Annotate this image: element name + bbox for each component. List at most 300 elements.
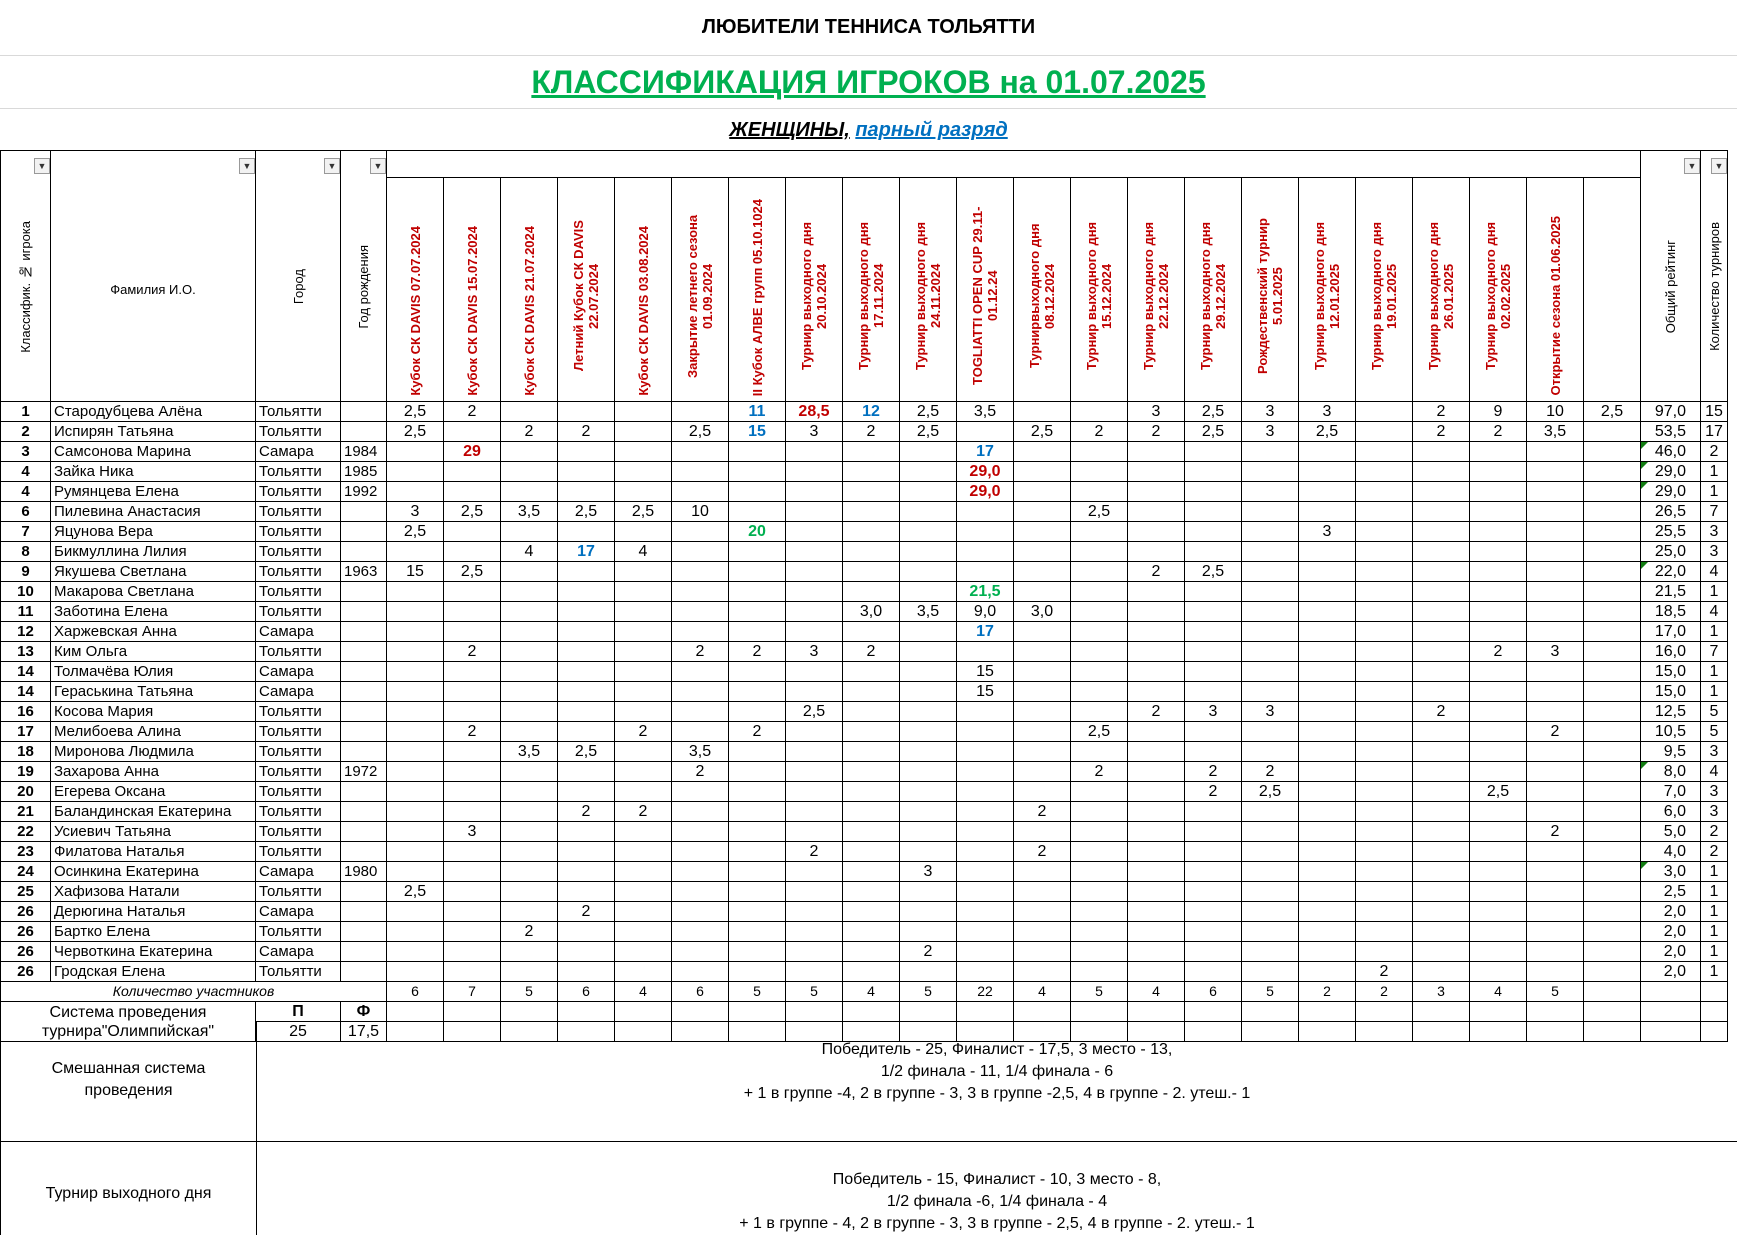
player-count: 3 bbox=[1701, 782, 1728, 802]
score-cell bbox=[558, 662, 615, 682]
player-birth-year bbox=[341, 582, 387, 602]
score-cell bbox=[387, 822, 444, 842]
score-cell bbox=[1470, 902, 1527, 922]
player-row bbox=[1, 662, 1728, 682]
score-cell bbox=[1299, 542, 1356, 562]
score-cell bbox=[1413, 542, 1470, 562]
player-rank: 22 bbox=[1, 822, 51, 842]
score-cell bbox=[1299, 582, 1356, 602]
score-cell: 2,5 bbox=[1242, 782, 1299, 802]
score-cell: 29,0 bbox=[957, 462, 1014, 482]
event-header-label: Летний Кубок СК DAVIS 22.07.2024 bbox=[571, 220, 601, 372]
score-cell bbox=[1299, 642, 1356, 662]
score-cell bbox=[1014, 562, 1071, 582]
score-cell bbox=[387, 802, 444, 822]
score-cell bbox=[786, 882, 843, 902]
score-cell bbox=[1071, 842, 1128, 862]
score-cell bbox=[786, 542, 843, 562]
score-cell: 3 bbox=[900, 862, 957, 882]
player-rank: 10 bbox=[1, 582, 51, 602]
player-birth-year: 1963 bbox=[341, 562, 387, 582]
score-cell: 3 bbox=[387, 502, 444, 522]
score-cell bbox=[615, 562, 672, 582]
player-total: 2,0 bbox=[1641, 902, 1701, 922]
score-cell bbox=[786, 682, 843, 702]
score-cell bbox=[672, 402, 729, 422]
score-cell bbox=[957, 422, 1014, 442]
event-header bbox=[1356, 178, 1413, 402]
score-cell bbox=[1413, 482, 1470, 502]
score-cell bbox=[1128, 522, 1185, 542]
score-cell bbox=[843, 762, 900, 782]
score-cell bbox=[1527, 902, 1584, 922]
score-cell bbox=[1356, 542, 1413, 562]
score-cell: 2 bbox=[1071, 422, 1128, 442]
score-cell bbox=[1470, 702, 1527, 722]
score-cell bbox=[1014, 822, 1071, 842]
score-cell bbox=[387, 642, 444, 662]
weekend-system-rules bbox=[257, 1169, 1737, 1235]
score-cell bbox=[672, 582, 729, 602]
player-row bbox=[1, 822, 1728, 842]
score-cell bbox=[900, 702, 957, 722]
score-cell bbox=[957, 842, 1014, 862]
score-cell bbox=[501, 662, 558, 682]
score-cell bbox=[501, 442, 558, 462]
score-cell bbox=[1071, 902, 1128, 922]
score-cell bbox=[558, 922, 615, 942]
score-cell bbox=[1128, 442, 1185, 462]
score-cell bbox=[672, 462, 729, 482]
score-cell bbox=[672, 562, 729, 582]
score-cell: 3 bbox=[1242, 702, 1299, 722]
score-cell: 3 bbox=[786, 422, 843, 442]
player-birth-year bbox=[341, 742, 387, 762]
player-total: 2,0 bbox=[1641, 942, 1701, 962]
score-cell: 3,5 bbox=[900, 602, 957, 622]
score-cell bbox=[1185, 442, 1242, 462]
score-cell bbox=[1356, 662, 1413, 682]
score-cell bbox=[615, 702, 672, 722]
player-city: Самара bbox=[256, 862, 341, 882]
player-name: Пилевина Анастасия bbox=[51, 502, 256, 522]
participants-label: Количество участников bbox=[1, 982, 387, 1002]
player-count: 1 bbox=[1701, 482, 1728, 502]
event-header bbox=[1242, 178, 1299, 402]
player-birth-year bbox=[341, 882, 387, 902]
header-name-label: Фамилия И.О. bbox=[110, 281, 196, 297]
score-cell bbox=[843, 662, 900, 682]
filter-cell-city bbox=[256, 151, 341, 178]
score-cell bbox=[1584, 602, 1641, 622]
score-cell bbox=[843, 482, 900, 502]
score-cell bbox=[786, 662, 843, 682]
score-cell bbox=[1185, 622, 1242, 642]
empty-cell bbox=[1701, 1002, 1728, 1022]
score-cell bbox=[444, 702, 501, 722]
score-cell bbox=[1242, 522, 1299, 542]
mixed-system-label: Смешанная система проведения bbox=[51, 1060, 206, 1099]
score-cell bbox=[1470, 862, 1527, 882]
event-header-label: Турнир выходного дня 24.11.2024 bbox=[913, 221, 943, 371]
score-cell bbox=[1185, 902, 1242, 922]
filter-cell-birth bbox=[341, 151, 387, 178]
score-cell bbox=[1014, 402, 1071, 422]
score-cell bbox=[1584, 842, 1641, 862]
player-count: 1 bbox=[1701, 582, 1728, 602]
player-name: Захарова Анна bbox=[51, 762, 256, 782]
score-cell bbox=[444, 422, 501, 442]
score-cell bbox=[1413, 922, 1470, 942]
header-name bbox=[51, 178, 256, 402]
event-header-label: Кубок СК DAVIS 21.07.2024 bbox=[521, 226, 537, 396]
score-cell bbox=[1356, 502, 1413, 522]
event-header bbox=[1299, 178, 1356, 402]
score-cell: 2,5 bbox=[1185, 422, 1242, 442]
header-rank bbox=[1, 178, 51, 402]
score-cell bbox=[900, 842, 957, 862]
filter-cell-total bbox=[1641, 151, 1701, 178]
player-count: 2 bbox=[1701, 442, 1728, 462]
score-cell: 2,5 bbox=[387, 522, 444, 542]
event-header bbox=[501, 178, 558, 402]
score-cell: 2,5 bbox=[1185, 562, 1242, 582]
player-total: 3,0 bbox=[1641, 862, 1701, 882]
weekend-rule-line: 1/2 финала -6, 1/4 финала - 4 bbox=[886, 1193, 1108, 1210]
score-cell bbox=[729, 742, 786, 762]
score-cell bbox=[1584, 482, 1641, 502]
player-name: Толмачёва Юлия bbox=[51, 662, 256, 682]
score-cell bbox=[1356, 942, 1413, 962]
player-row bbox=[1, 562, 1728, 582]
score-cell bbox=[1470, 462, 1527, 482]
participants-count: 4 bbox=[1128, 982, 1185, 1002]
event-header-label: TOGLIATTI OPEN CUP 29.11-01.12.24 bbox=[970, 206, 1000, 386]
player-count: 1 bbox=[1701, 882, 1728, 902]
score-cell bbox=[1014, 922, 1071, 942]
org-heading: ЛЮБИТЕЛИ ТЕННИСА ТОЛЬЯТТИ bbox=[701, 16, 1036, 38]
score-cell: 2 bbox=[615, 722, 672, 742]
score-cell bbox=[1185, 942, 1242, 962]
score-cell bbox=[615, 942, 672, 962]
participants-count: 22 bbox=[957, 982, 1014, 1002]
score-cell bbox=[501, 682, 558, 702]
birth-filter-button[interactable]: ▼ bbox=[370, 158, 386, 174]
olympic-p-value: 25 bbox=[256, 1022, 341, 1042]
event-header bbox=[1527, 178, 1584, 402]
player-city: Самара bbox=[256, 682, 341, 702]
score-cell bbox=[1470, 742, 1527, 762]
rank-filter-button[interactable]: ▼ bbox=[34, 158, 50, 174]
score-cell bbox=[1014, 962, 1071, 982]
player-city: Тольятти bbox=[256, 822, 341, 842]
empty-cell bbox=[615, 1002, 672, 1022]
score-cell bbox=[672, 542, 729, 562]
score-cell bbox=[1299, 842, 1356, 862]
score-cell bbox=[1413, 602, 1470, 622]
score-cell bbox=[615, 442, 672, 462]
event-header-label: Рождественский турнир 5.01.2025 bbox=[1255, 218, 1285, 374]
player-total: 29,0 bbox=[1641, 462, 1701, 482]
score-cell: 2 bbox=[501, 422, 558, 442]
player-rank: 26 bbox=[1, 962, 51, 982]
player-name: Испирян Татьяна bbox=[51, 422, 256, 442]
score-cell bbox=[1071, 782, 1128, 802]
score-cell bbox=[900, 782, 957, 802]
score-cell bbox=[1356, 922, 1413, 942]
player-row bbox=[1, 582, 1728, 602]
player-total: 25,0 bbox=[1641, 542, 1701, 562]
event-header-label: Турнир выходного дня 02.02.2025 bbox=[1483, 221, 1513, 371]
score-cell bbox=[1185, 862, 1242, 882]
score-cell bbox=[900, 622, 957, 642]
event-header bbox=[957, 178, 1014, 402]
event-header bbox=[615, 178, 672, 402]
player-count: 1 bbox=[1701, 622, 1728, 642]
player-city: Тольятти bbox=[256, 402, 341, 422]
score-cell bbox=[501, 942, 558, 962]
score-cell bbox=[957, 962, 1014, 982]
score-cell bbox=[1584, 662, 1641, 682]
score-cell bbox=[729, 942, 786, 962]
score-cell bbox=[843, 782, 900, 802]
score-cell bbox=[1356, 742, 1413, 762]
score-cell bbox=[558, 962, 615, 982]
score-cell bbox=[672, 862, 729, 882]
player-total: 17,0 bbox=[1641, 622, 1701, 642]
score-cell bbox=[1185, 802, 1242, 822]
score-cell: 2 bbox=[444, 642, 501, 662]
participants-count: 2 bbox=[1299, 982, 1356, 1002]
empty-cell bbox=[558, 1002, 615, 1022]
player-birth-year bbox=[341, 822, 387, 842]
score-cell bbox=[1413, 882, 1470, 902]
player-birth-year bbox=[341, 542, 387, 562]
empty-cell bbox=[843, 1002, 900, 1022]
score-cell: 2 bbox=[1128, 702, 1185, 722]
page-subtitle bbox=[0, 110, 1737, 150]
score-cell bbox=[444, 522, 501, 542]
event-header-label: Турнирвыходного дня 08.12.2024 bbox=[1027, 223, 1057, 369]
player-total: 15,0 bbox=[1641, 682, 1701, 702]
score-cell bbox=[1299, 942, 1356, 962]
score-cell bbox=[1527, 482, 1584, 502]
score-cell bbox=[615, 482, 672, 502]
name-filter-button[interactable]: ▼ bbox=[239, 158, 255, 174]
score-cell bbox=[1185, 682, 1242, 702]
player-rank: 17 bbox=[1, 722, 51, 742]
score-cell: 2,5 bbox=[387, 882, 444, 902]
score-cell: 2 bbox=[1242, 762, 1299, 782]
score-cell bbox=[1356, 682, 1413, 702]
score-cell bbox=[843, 522, 900, 542]
score-cell bbox=[1014, 522, 1071, 542]
score-cell bbox=[501, 782, 558, 802]
score-cell: 15 bbox=[387, 562, 444, 582]
score-cell: 3,5 bbox=[957, 402, 1014, 422]
empty-cell bbox=[1242, 1002, 1299, 1022]
score-cell: 2 bbox=[843, 642, 900, 662]
score-cell bbox=[1014, 462, 1071, 482]
filter-cell-count bbox=[1701, 151, 1728, 178]
player-birth-year bbox=[341, 922, 387, 942]
score-cell bbox=[1128, 962, 1185, 982]
header-city bbox=[256, 178, 341, 402]
score-cell bbox=[1527, 802, 1584, 822]
empty-cell bbox=[1128, 1002, 1185, 1022]
score-cell bbox=[1071, 882, 1128, 902]
score-cell bbox=[1584, 962, 1641, 982]
player-rank: 2 bbox=[1, 422, 51, 442]
player-row bbox=[1, 622, 1728, 642]
score-cell bbox=[672, 842, 729, 862]
player-name: Ким Ольга bbox=[51, 642, 256, 662]
participants-count: 4 bbox=[843, 982, 900, 1002]
header-city-label: Город bbox=[290, 269, 306, 305]
player-count: 1 bbox=[1701, 682, 1728, 702]
score-cell bbox=[1527, 442, 1584, 462]
score-cell bbox=[1584, 702, 1641, 722]
score-cell bbox=[1071, 562, 1128, 582]
player-rank: 26 bbox=[1, 902, 51, 922]
score-cell: 2 bbox=[1014, 802, 1071, 822]
score-cell bbox=[786, 622, 843, 642]
score-cell bbox=[672, 882, 729, 902]
score-cell bbox=[1584, 762, 1641, 782]
participants-count: 5 bbox=[729, 982, 786, 1002]
score-cell bbox=[1185, 842, 1242, 862]
player-name: Косова Мария bbox=[51, 702, 256, 722]
score-cell bbox=[1413, 662, 1470, 682]
score-cell bbox=[387, 542, 444, 562]
score-cell: 2 bbox=[615, 802, 672, 822]
city-filter-button[interactable]: ▼ bbox=[324, 158, 340, 174]
score-cell bbox=[615, 522, 672, 542]
empty-cell bbox=[900, 1002, 957, 1022]
player-row bbox=[1, 942, 1728, 962]
score-cell bbox=[1299, 562, 1356, 582]
score-cell bbox=[1128, 842, 1185, 862]
event-header-label: Турнир выходного дня 20.10.2024 bbox=[799, 221, 829, 371]
score-cell bbox=[672, 522, 729, 542]
score-cell bbox=[1071, 602, 1128, 622]
score-cell: 2,5 bbox=[786, 702, 843, 722]
score-cell bbox=[1185, 962, 1242, 982]
player-row bbox=[1, 882, 1728, 902]
score-cell bbox=[1356, 842, 1413, 862]
score-cell bbox=[444, 922, 501, 942]
score-cell bbox=[1299, 502, 1356, 522]
score-cell bbox=[387, 582, 444, 602]
score-cell bbox=[1584, 922, 1641, 942]
score-cell bbox=[1014, 622, 1071, 642]
rating-table bbox=[0, 150, 1728, 1042]
player-count: 1 bbox=[1701, 942, 1728, 962]
score-cell: 3,0 bbox=[1014, 602, 1071, 622]
score-cell: 3 bbox=[1242, 402, 1299, 422]
player-rank: 9 bbox=[1, 562, 51, 582]
empty-cell bbox=[1527, 1002, 1584, 1022]
player-birth-year bbox=[341, 502, 387, 522]
score-cell: 2,5 bbox=[900, 422, 957, 442]
score-cell: 3 bbox=[1299, 522, 1356, 542]
filter-cell-name bbox=[51, 151, 256, 178]
score-cell bbox=[729, 482, 786, 502]
score-cell: 2 bbox=[672, 762, 729, 782]
score-cell: 21,5 bbox=[957, 582, 1014, 602]
score-cell: 10 bbox=[1527, 402, 1584, 422]
score-cell: 2,5 bbox=[900, 402, 957, 422]
score-cell bbox=[1584, 522, 1641, 542]
score-cell: 2 bbox=[900, 942, 957, 962]
score-cell bbox=[615, 782, 672, 802]
score-cell bbox=[900, 682, 957, 702]
score-cell bbox=[1071, 742, 1128, 762]
score-cell bbox=[558, 522, 615, 542]
score-cell bbox=[786, 502, 843, 522]
score-cell bbox=[444, 602, 501, 622]
score-cell bbox=[1242, 462, 1299, 482]
player-city: Тольятти bbox=[256, 482, 341, 502]
score-cell bbox=[843, 442, 900, 462]
player-city: Тольятти bbox=[256, 702, 341, 722]
score-cell bbox=[957, 802, 1014, 822]
total-filter-button[interactable]: ▼ bbox=[1684, 158, 1700, 174]
event-header bbox=[558, 178, 615, 402]
score-cell bbox=[1299, 762, 1356, 782]
mixed-rule-line: Победитель - 25, Финалист - 17,5, 3 место - 13, bbox=[821, 1041, 1173, 1058]
score-cell bbox=[1185, 482, 1242, 502]
score-cell bbox=[1356, 622, 1413, 642]
player-count: 15 bbox=[1701, 402, 1728, 422]
score-cell bbox=[1128, 742, 1185, 762]
header-count bbox=[1701, 178, 1728, 402]
score-cell: 20 bbox=[729, 522, 786, 542]
score-cell bbox=[1470, 922, 1527, 942]
score-cell bbox=[1185, 462, 1242, 482]
player-name: Яцунова Вера bbox=[51, 522, 256, 542]
player-name: Бартко Елена bbox=[51, 922, 256, 942]
score-cell: 3,5 bbox=[501, 742, 558, 762]
player-rank: 13 bbox=[1, 642, 51, 662]
score-cell bbox=[1470, 502, 1527, 522]
score-cell: 2 bbox=[1071, 762, 1128, 782]
score-cell: 3 bbox=[1128, 402, 1185, 422]
score-cell bbox=[1527, 562, 1584, 582]
player-birth-year bbox=[341, 962, 387, 982]
event-header-label: Турнир выходного дня 19.01.2025 bbox=[1369, 221, 1399, 371]
score-cell: 2 bbox=[1527, 722, 1584, 742]
count-filter-button[interactable]: ▼ bbox=[1711, 158, 1727, 174]
score-cell bbox=[843, 922, 900, 942]
score-cell bbox=[1356, 862, 1413, 882]
score-cell: 17 bbox=[558, 542, 615, 562]
score-cell bbox=[843, 582, 900, 602]
score-cell: 2,5 bbox=[1071, 722, 1128, 742]
score-cell bbox=[1470, 662, 1527, 682]
player-city: Тольятти bbox=[256, 502, 341, 522]
score-cell bbox=[1470, 802, 1527, 822]
score-cell bbox=[900, 742, 957, 762]
player-total: 8,0 bbox=[1641, 762, 1701, 782]
event-header-label: Турнир выходного дня 29.12.2024 bbox=[1198, 221, 1228, 371]
score-cell: 2,5 bbox=[1470, 782, 1527, 802]
score-cell bbox=[1470, 602, 1527, 622]
score-cell bbox=[900, 902, 957, 922]
events-header-band bbox=[387, 151, 1641, 178]
player-rank: 1 bbox=[1, 402, 51, 422]
score-cell bbox=[1242, 442, 1299, 462]
